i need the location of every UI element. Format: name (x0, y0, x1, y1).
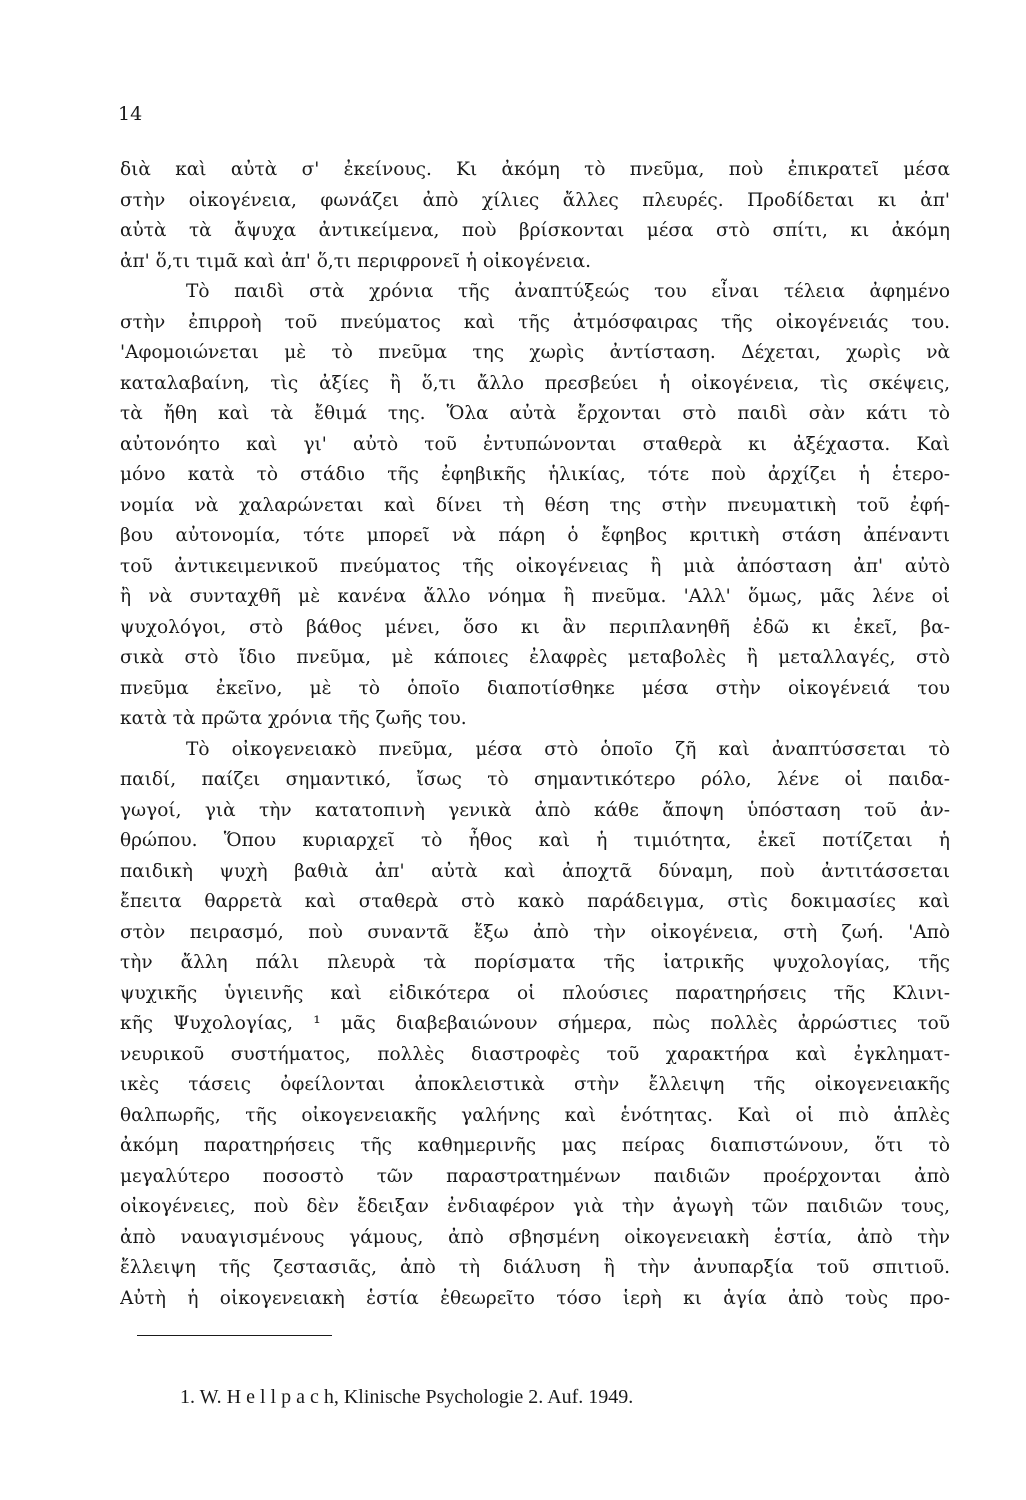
text-line: ἀπὸ ναυαγισμένους γάμους, ἀπὸ σβησμένη οἰκογενειακὴ ἑστία, ἀπὸ τὴν (120, 1226, 950, 1248)
text-line: παιδικὴ ψυχὴ βαθιὰ ἀπ' αὐτὰ καὶ ἀποχτᾶ δύναμη, ποὺ ἀντιτάσσεται (120, 860, 950, 882)
footnote-divider (137, 1335, 332, 1336)
text-line: διὰ καὶ αὐτὰ σ' ἐκείνους. Κι ἀκόμη τὸ πνεῦμα, ποὺ ἐπικρατεῖ μέσα (120, 159, 950, 180)
text-line: σικὰ στὸ ἴδιο πνεῦμα, μὲ κάποιες ἐλαφρὲς μεταβολὲς ἢ μεταλλαγές, στὸ (120, 647, 950, 668)
text-line: ἢ νὰ συνταχθῆ μὲ κανένα ἄλλο νόημα ἢ πνεῦμα. 'Αλλ' ὅμως, μᾶς λένε οἱ (120, 586, 950, 607)
text-line: ἔπειτα θαρρετὰ καὶ σταθερὰ στὸ κακὸ παράδειγμα, στὶς δοκιμασίες καὶ (120, 891, 950, 912)
body-text (120, 155, 950, 1314)
text-line: θρώπου. Ὅπου κυριαρχεῖ τὸ ἦθος καὶ ἡ τιμιότητα, ἐκεῖ ποτίζεται ἡ (120, 830, 950, 851)
text-line: τὴν ἄλλη πάλι πλευρὰ τὰ πορίσματα τῆς ἰατρικῆς ψυχολογίας, τῆς (120, 952, 950, 973)
text-line: νομία νὰ χαλαρώνεται καὶ δίνει τὴ θέση της στὴν πνευματικὴ τοῦ ἐφή- (120, 494, 950, 516)
text-line: ἀκόμη παρατηρήσεις τῆς καθημερινῆς μας πείρας διαπιστώνουν, ὅτι τὸ (120, 1135, 950, 1156)
text-line: Τὸ παιδὶ στὰ χρόνια τῆς ἀναπτύξεώς του εἶναι τέλεια ἀφημένο (186, 281, 950, 302)
text-line: γωγοί, γιὰ τὴν κατατοπινὴ γενικὰ ἀπὸ κάθε ἄποψη ὑπόσταση τοῦ ἀν- (120, 799, 950, 821)
text-line: μεγαλύτερο ποσοστὸ τῶν παραστρατημένων παιδιῶν προέρχονται ἀπὸ (120, 1165, 950, 1187)
text-line: βου αὐτονομία, τότε μπορεῖ νὰ πάρη ὁ ἔφηβος κριτικὴ στάση ἀπέναντι (120, 525, 950, 546)
text-line: ψυχικῆς ὑγιεινῆς καὶ εἰδικότερα οἱ πλούσιες παρατηρήσεις τῆς Κλινι- (120, 982, 950, 1004)
text-line: τὰ ἤθη καὶ τὰ ἔθιμά της. Ὅλα αὐτὰ ἔρχονται στὸ παιδὶ σὰν κάτι τὸ (120, 403, 950, 424)
footnote: 1. W. H e l l p a c h, Klinische Psychologie 2. Auf. 1949. (180, 1386, 634, 1408)
text-line: στὴν ἐπιρροὴ τοῦ πνεύματος καὶ τῆς ἀτμόσφαιρας τῆς οἰκογένειάς του. (120, 311, 950, 333)
text-line: πνεῦμα ἐκεῖνο, μὲ τὸ ὁποῖο διαποτίσθηκε μέσα στὴν οἰκογένειά του (120, 677, 950, 699)
text-line: 'Αφομοιώνεται μὲ τὸ πνεῦμα της χωρὶς ἀντίσταση. Δέχεται, χωρὶς νὰ (120, 342, 950, 363)
text-line: Τὸ οἰκογενειακὸ πνεῦμα, μέσα στὸ ὁποῖο ζῆ καὶ ἀναπτύσσεται τὸ (186, 738, 950, 760)
text-line: οἰκογένειες, ποὺ δὲν ἔδειξαν ἐνδιαφέρον γιὰ τὴν ἀγωγὴ τῶν παιδιῶν τους, (120, 1196, 950, 1217)
text-line: αὐτονόητο καὶ γι' αὐτὸ τοῦ ἐντυπώνονται σταθερὰ κι ἀξέχαστα. Καὶ (120, 433, 950, 455)
text-line: νευρικοῦ συστήματος, πολλὲς διαστροφὲς τοῦ χαρακτήρα καὶ ἐγκληματ- (120, 1043, 950, 1065)
text-line: τοῦ ἀντικειμενικοῦ πνεύματος τῆς οἰκογένειας ἢ μιὰ ἀπόσταση ἀπ' αὐτὸ (120, 555, 950, 577)
page-number: 14 (118, 103, 143, 125)
text-line: παιδί, παίζει σημαντικό, ἴσως τὸ σημαντικότερο ρόλο, λένε οἱ παιδα- (120, 769, 950, 790)
text-line: καταλαβαίνη, τὶς ἀξίες ἢ ὅ,τι ἄλλο πρεσβεύει ἡ οἰκογένεια, τὶς σκέψεις, (120, 372, 950, 394)
text-line: Αὐτὴ ἡ οἰκογενειακὴ ἑστία ἐθεωρεῖτο τόσο ἱερὴ κι ἁγία ἀπὸ τοὺς προ- (120, 1287, 950, 1309)
text-line: κῆς Ψυχολογίας, ¹ μᾶς διαβεβαιώνουν σήμερα, πὼς πολλὲς ἀρρώστιες τοῦ (120, 1013, 950, 1034)
text-line: κατὰ τὰ πρῶτα χρόνια τῆς ζωῆς του. (120, 708, 467, 729)
text-line: ψυχολόγοι, στὸ βάθος μένει, ὅσο κι ἂν περιπλανηθῆ ἐδῶ κι ἐκεῖ, βα- (120, 616, 950, 638)
text-line: αὐτὰ τὰ ἄψυχα ἀντικείμενα, ποὺ βρίσκονται μέσα στὸ σπίτι, κι ἀκόμη (120, 220, 950, 241)
text-line: ἀπ' ὅ,τι τιμᾶ καὶ ἀπ' ὅ,τι περιφρονεῖ ἡ οἰκογένεια. (120, 250, 592, 272)
text-line: μόνο κατὰ τὸ στάδιο τῆς ἐφηβικῆς ἡλικίας, τότε ποὺ ἀρχίζει ἡ ἑτερο- (120, 464, 950, 485)
text-line: στὴν οἰκογένεια, φωνάζει ἀπὸ χίλιες ἄλλες πλευρές. Προδίδεται κι ἀπ' (120, 189, 950, 211)
text-line: ικὲς τάσεις ὀφείλονται ἀποκλειστικὰ στὴν ἔλλειψη τῆς οἰκογενειακῆς (120, 1074, 950, 1095)
text-line: θαλπωρῆς, τῆς οἰκογενειακῆς γαλήνης καὶ ἑνότητας. Καὶ οἱ πιὸ ἁπλὲς (120, 1104, 950, 1126)
text-line: στὸν πειρασμό, ποὺ συναντᾶ ἔξω ἀπὸ τὴν οἰκογένεια, στὴ ζωή. 'Απὸ (120, 921, 950, 943)
text-line: ἔλλειψη τῆς ζεστασιᾶς, ἀπὸ τὴ διάλυση ἢ τὴν ἀνυπαρξία τοῦ σπιτιοῦ. (120, 1257, 950, 1278)
